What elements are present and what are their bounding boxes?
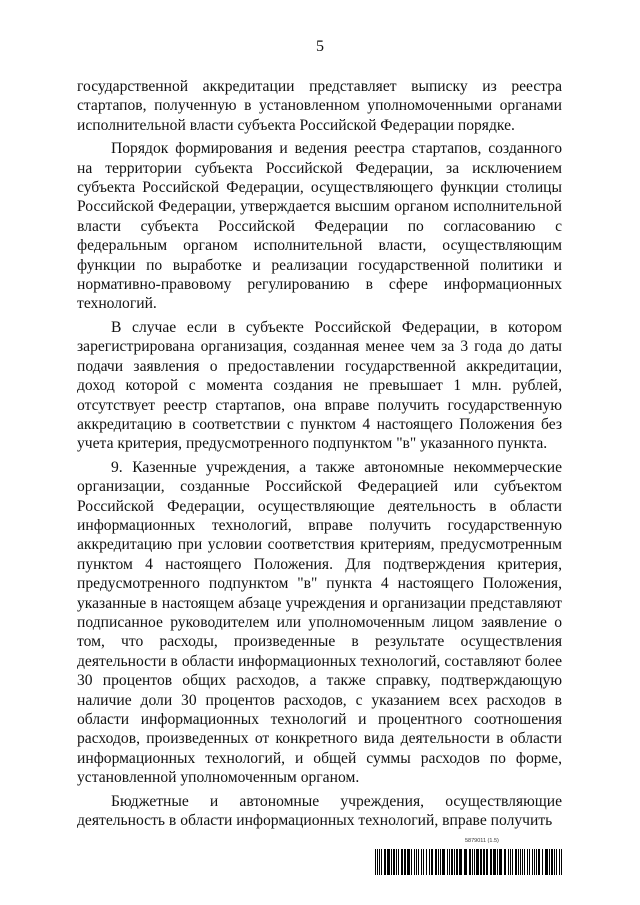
barcode-bar <box>381 849 382 875</box>
barcode-bar <box>542 849 543 875</box>
barcode-bar <box>545 849 548 875</box>
barcode-bar <box>379 849 380 875</box>
barcode-bar <box>483 849 485 875</box>
barcode-bar <box>515 849 517 875</box>
barcode-bar <box>401 849 403 875</box>
barcode-bar <box>538 849 540 875</box>
barcode-bar <box>418 849 419 875</box>
barcode-bar <box>504 849 506 875</box>
barcode-bar <box>480 849 482 875</box>
barcode-bar <box>554 849 555 875</box>
paragraph-no-registry-case: В случае если в субъекте Российской Федерации, в котором зарегистрирована организация, созданная менее чем за 3 года до даты подачи заявления о предоставлении государственной аккредитации, доход которой с момента создания не превышает 1 млн. рублей, отсутствует реестр стартапов, она вправе получить государственную аккредитацию в соответствии с пунктом 4 настоящего Положения без учета критерия, предусмотренного подпунктом "в" указанного пункта. <box>77 318 562 453</box>
paragraph-registry-procedure: Порядок формирования и ведения реестра стартапов, созданного на территории субъекта Российской Федерации, за исключением субъекта Российской Федерации, осуществляющего функции столицы Российской Федерации, утверждается высшим органом исполнительной власти субъекта Российской Федерации по согласованию с федеральным органом исполнительной власти, осуществляющим функции по выработке и реализации государственной политики и нормативно-правовому регулированию в сфере информационных технологий. <box>77 140 562 313</box>
barcode-bar <box>377 849 378 875</box>
barcode-bar <box>551 849 553 875</box>
barcode-bar <box>398 849 399 875</box>
document-barcode <box>375 838 565 878</box>
barcode-bar <box>510 849 511 875</box>
barcode-caption: 5879011 (1.5) <box>465 838 499 844</box>
barcode-bar <box>522 849 523 875</box>
barcode-bar <box>375 849 376 875</box>
barcode-bar <box>416 849 417 875</box>
barcode-bar <box>520 849 521 875</box>
barcode-bar <box>529 849 530 875</box>
barcode-bar <box>454 849 455 875</box>
barcode-bar <box>549 849 550 875</box>
barcode-bar <box>393 849 395 875</box>
barcode-bar <box>407 849 410 875</box>
barcode-bar <box>561 849 562 875</box>
barcode-bar <box>384 849 386 875</box>
barcode-bar <box>518 849 519 875</box>
barcode-bar <box>442 849 445 875</box>
barcode-bar <box>499 849 502 875</box>
barcode-bar <box>411 849 412 875</box>
barcode-bar <box>508 849 509 875</box>
barcode-bar <box>426 849 427 875</box>
barcode-bar <box>391 849 392 875</box>
barcode-bar <box>435 849 437 875</box>
barcode-bar <box>440 849 441 875</box>
barcode-bar <box>423 849 424 875</box>
barcode-bar <box>512 849 513 875</box>
barcode-bar <box>449 849 450 875</box>
barcode-bar <box>387 849 390 875</box>
barcode-bar <box>536 849 537 875</box>
page-number: 5 <box>316 38 324 55</box>
paragraph-budget-institutions: Бюджетные и автономные учреждения, осуществляющие деятельность в области информационных технологий, вправе получить <box>77 792 562 830</box>
body-text <box>77 77 562 834</box>
barcode-bar <box>414 849 415 875</box>
barcode-bar <box>556 849 557 875</box>
barcode-bar <box>464 849 467 875</box>
barcode-bar <box>459 849 462 875</box>
barcode-bar <box>474 849 475 875</box>
paragraph-continuation: государственной аккредитации представляет выписку из реестра стартапов, полученную в установленном уполномоченными органами исполнительной власти субъекта Российской Федерации порядке. <box>77 78 562 134</box>
barcode-bar <box>421 849 422 875</box>
barcode-bar <box>476 849 479 875</box>
barcode-bar <box>497 849 498 875</box>
barcode-bar <box>447 849 448 875</box>
barcode-icon <box>375 849 565 875</box>
barcode-bar <box>527 849 528 875</box>
barcode-bar <box>456 849 458 875</box>
barcode-bar <box>472 849 473 875</box>
barcode-bar <box>524 849 525 875</box>
barcode-bar <box>469 849 471 875</box>
barcode-bar <box>404 849 406 875</box>
barcode-bar <box>396 849 397 875</box>
barcode-bar <box>429 849 430 875</box>
barcode-bar <box>559 849 560 875</box>
barcode-bar <box>438 849 439 875</box>
barcode-bar <box>493 849 496 875</box>
barcode-bar <box>486 849 488 875</box>
barcode-bar <box>431 849 433 875</box>
barcode-bar <box>490 849 492 875</box>
barcode-bar <box>534 849 535 875</box>
barcode-bar <box>451 849 453 875</box>
barcode-bar <box>532 849 533 875</box>
paragraph-item-9: 9. Казенные учреждения, а также автономные некоммерческие организации, созданные Российской Федерацией или субъектом Российской Федерации, осуществляющие деятельность в области информационных технологий, вправе получить государственную аккредитацию при условии соответствия критериям, предусмотренным пунктом 4 настоящего Положения. Для подтверждения критерия, предусмотренного подпунктом "в" пункта 4 настоящего Положения, указанные в настоящем абзаце учреждения и организации представляют подписанное руководителем или уполномоченным лицом заявление о том, что расходы, произведенные в результате осуществления деятельности в области информационных технологий, составляют более 30 процентов общих расходов, а также справку, подтверждающую наличие доли 30 процентов расходов, с указанием всех расходов в области информационных технологий и процентного соотношения расходов, произведенных от конкретного вида деятельности в области информационных технологий, и общей суммы расходов по форме, установленной уполномоченным органом. <box>77 458 562 787</box>
